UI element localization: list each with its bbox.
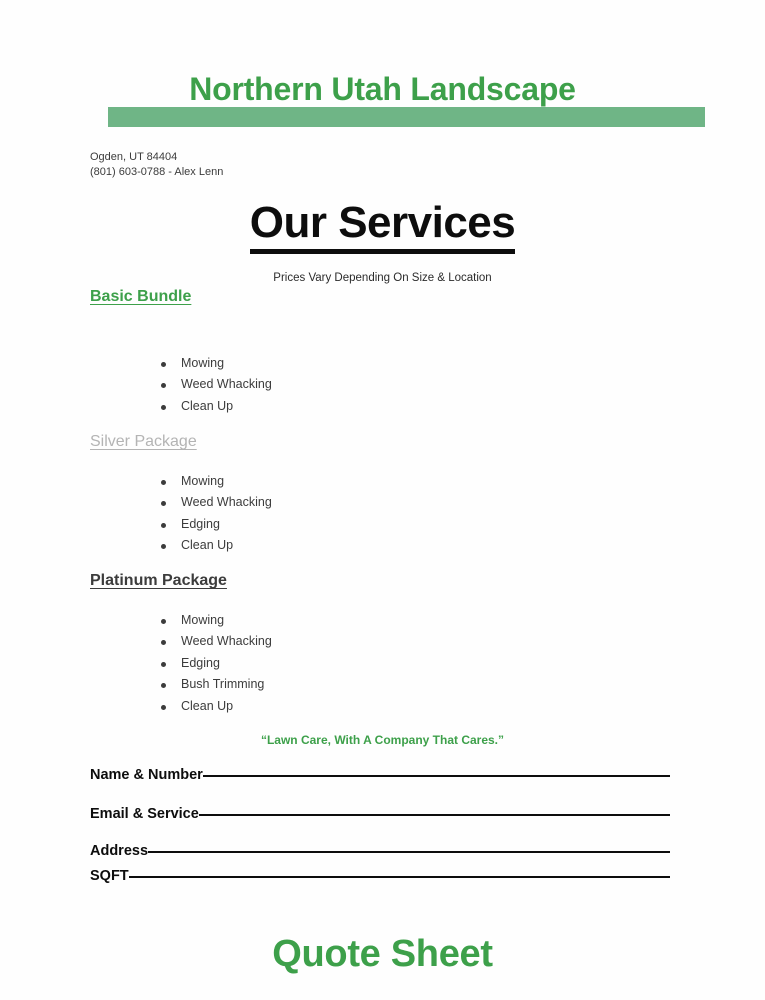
company-tagline: “Lawn Care, With A Company That Cares.” xyxy=(260,733,505,747)
list-item: Bush Trimming xyxy=(157,674,272,695)
form-label-name-number: Name & Number xyxy=(90,767,203,783)
list-item: Mowing xyxy=(157,610,272,631)
list-item: Mowing xyxy=(157,353,272,374)
form-row-name-number xyxy=(90,766,670,785)
package-service-list-silver-package xyxy=(157,471,272,557)
form-label-address: Address xyxy=(90,843,149,859)
page-subtitle: Prices Vary Depending On Size & Location xyxy=(273,272,492,284)
document-title-wrap xyxy=(0,198,765,254)
form-row-email-service xyxy=(90,805,670,824)
list-item: Edging xyxy=(157,514,272,535)
contact-info-block xyxy=(90,150,223,180)
package-heading-platinum-package: Platinum Package xyxy=(90,572,227,589)
form-label-email-service: Email & Service xyxy=(90,806,199,822)
footer-heading: Quote Sheet xyxy=(272,933,493,975)
company-name-heading: Northern Utah Landscape xyxy=(189,71,576,107)
form-fill-line-address[interactable] xyxy=(148,851,670,853)
list-item: Weed Whacking xyxy=(157,631,272,652)
list-item: Edging xyxy=(157,653,272,674)
list-item: Clean Up xyxy=(157,396,272,417)
package-heading-silver-package: Silver Package xyxy=(90,433,197,450)
package-heading-basic-bundle: Basic Bundle xyxy=(90,288,192,305)
form-fill-line-name-number[interactable] xyxy=(203,775,670,777)
form-fill-line-sqft[interactable] xyxy=(129,876,670,878)
contact-address-line: Ogden, UT 84404 xyxy=(90,151,178,163)
list-item: Clean Up xyxy=(157,535,272,556)
package-service-list-basic-bundle xyxy=(157,353,272,417)
form-row-sqft xyxy=(90,867,670,886)
list-item: Mowing xyxy=(157,471,272,492)
list-item: Weed Whacking xyxy=(157,374,272,395)
header-accent-bar xyxy=(108,107,705,127)
list-item: Weed Whacking xyxy=(157,492,272,513)
page-title: Our Services xyxy=(250,198,516,254)
form-fill-line-email-service[interactable] xyxy=(199,814,670,816)
package-service-list-platinum-package xyxy=(157,610,272,717)
form-row-address xyxy=(90,842,670,861)
list-item: Clean Up xyxy=(157,696,272,717)
form-label-sqft: SQFT xyxy=(90,868,129,884)
contact-phone-line: (801) 603-0788 - Alex Lenn xyxy=(90,166,224,178)
